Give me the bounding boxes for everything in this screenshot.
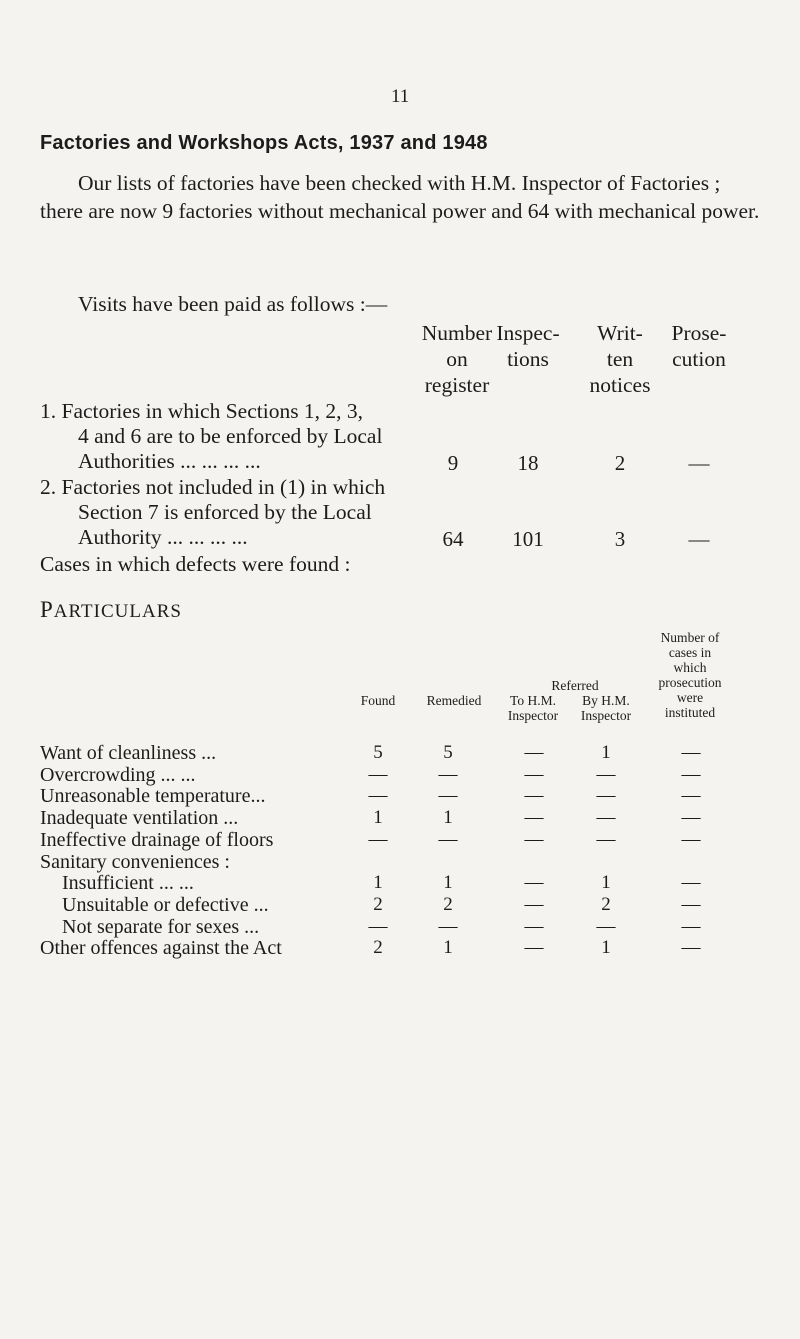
page-number: 11	[391, 86, 410, 107]
particulars-row-value: 2	[601, 893, 611, 915]
particulars-row-value: —	[524, 828, 544, 850]
particulars-row-value: 2	[373, 893, 383, 915]
particulars-row-label: Inadequate ventilation ...	[40, 807, 239, 830]
visits-row-1-label: 1. Factories in which Sections 1, 2, 3, 4 and 6 are to be enforced by Local Authorities ... ... ... ...	[40, 399, 383, 473]
section-heading: Factories and Workshops Acts, 1937 and 1948	[40, 132, 488, 154]
particulars-row-value: —	[524, 893, 544, 915]
particulars-row-value: 5	[373, 742, 383, 763]
col-header-prosecution: Prose- cution	[671, 321, 727, 371]
particulars-row-label: Unreasonable temperature...	[40, 785, 266, 808]
particulars-row-value: 1	[373, 872, 383, 894]
particulars-row-value: —	[681, 828, 701, 850]
particulars-row-value: —	[524, 915, 544, 937]
visits-row-2-inspections: 101	[512, 527, 544, 551]
particulars-row-value: 2	[443, 893, 453, 915]
particulars-row-value: —	[438, 785, 458, 807]
particulars-row-value: —	[596, 807, 616, 829]
particulars-row-label: Unsuitable or defective ...	[62, 893, 269, 916]
particulars-row-label: Insufficient ... ...	[62, 872, 194, 895]
particulars-row-label: Sanitary conveniences :	[40, 850, 230, 873]
header-to-hm-inspector: To H.M. Inspector	[507, 693, 559, 723]
header-prosecution-cases: Number of cases in which prosecution were instituted	[658, 630, 722, 720]
particulars-row-value: —	[368, 785, 388, 807]
header-by-hm-inspector: By H.M. Inspector	[580, 693, 632, 723]
particulars-row-value: 1	[601, 872, 611, 894]
visits-row-2-label: 2. Factories not included in (1) in which Section 7 is enforced by the Local Authority ... ... ... ...	[40, 475, 386, 549]
particulars-row-value: 1	[601, 742, 611, 763]
particulars-row-value: —	[681, 872, 701, 894]
particulars-row-value: —	[524, 742, 544, 763]
particulars-row-label: Not separate for sexes ...	[62, 915, 260, 938]
particulars-row-value: 1	[443, 937, 453, 959]
particulars-row-value: —	[438, 828, 458, 850]
particulars-row-value: 1	[373, 807, 383, 829]
particulars-title: PARTICULARS	[40, 597, 182, 622]
col-header-written-notices: Writ- ten notices	[589, 321, 651, 397]
col-header-number-on-register: Number on register	[421, 321, 493, 397]
particulars-row-value: —	[681, 893, 701, 915]
particulars-row-value: —	[368, 763, 388, 785]
particulars-row-value: 5	[443, 742, 453, 763]
header-remedied: Remedied	[426, 693, 482, 708]
particulars-row-value: —	[438, 915, 458, 937]
col-header-inspections: Inspec- tions	[496, 321, 560, 371]
particulars-row-value: —	[596, 785, 616, 807]
header-referred: Referred	[551, 678, 599, 693]
particulars-row-value: —	[596, 828, 616, 850]
particulars-row-value: —	[368, 828, 388, 850]
particulars-row-value: 1	[443, 872, 453, 894]
particulars-row-value: —	[524, 763, 544, 785]
particulars-row-value: —	[524, 937, 544, 959]
particulars-row-value: —	[438, 763, 458, 785]
header-found: Found	[360, 693, 396, 708]
particulars-row-value: —	[681, 785, 701, 807]
particulars-row-value: —	[681, 763, 701, 785]
particulars-row-value: 2	[373, 937, 383, 959]
particulars-row-value: —	[596, 915, 616, 937]
visits-row-1-register: 9	[447, 451, 459, 475]
particulars-row-label: Want of cleanliness ...	[40, 742, 217, 764]
visits-row-1-notices: 2	[614, 451, 626, 475]
visits-intro: Visits have been paid as follows :—	[78, 292, 388, 316]
visits-row-1-prosecution: —	[688, 451, 710, 475]
defects-intro: Cases in which defects were found :	[40, 552, 351, 576]
particulars-row-value: —	[681, 937, 701, 959]
particulars-row-label: Overcrowding ... ...	[40, 763, 196, 786]
particulars-row-value: —	[596, 763, 616, 785]
particulars-row-value: 1	[443, 807, 453, 829]
visits-row-2-prosecution: —	[688, 527, 710, 551]
visits-row-2-register: 64	[442, 527, 464, 551]
particulars-row-label: Ineffective drainage of floors	[40, 828, 274, 851]
particulars-row-value: —	[681, 807, 701, 829]
particulars-row-value: —	[368, 915, 388, 937]
particulars-row-label: Other offences against the Act	[40, 937, 282, 960]
particulars-row-value: —	[524, 807, 544, 829]
visits-row-2-notices: 3	[614, 527, 626, 551]
particulars-row-value: —	[524, 872, 544, 894]
particulars-row-value: —	[681, 742, 701, 763]
visits-row-1-inspections: 18	[517, 451, 539, 475]
particulars-row-value: 1	[601, 937, 611, 959]
particulars-row-value: —	[524, 785, 544, 807]
particulars-row-value: —	[681, 915, 701, 937]
intro-paragraph: Our lists of factories have been checked with H.M. Inspector of Factories ; there are now 9 factories without mechanical power and 64 with mechanical power.	[40, 171, 760, 223]
